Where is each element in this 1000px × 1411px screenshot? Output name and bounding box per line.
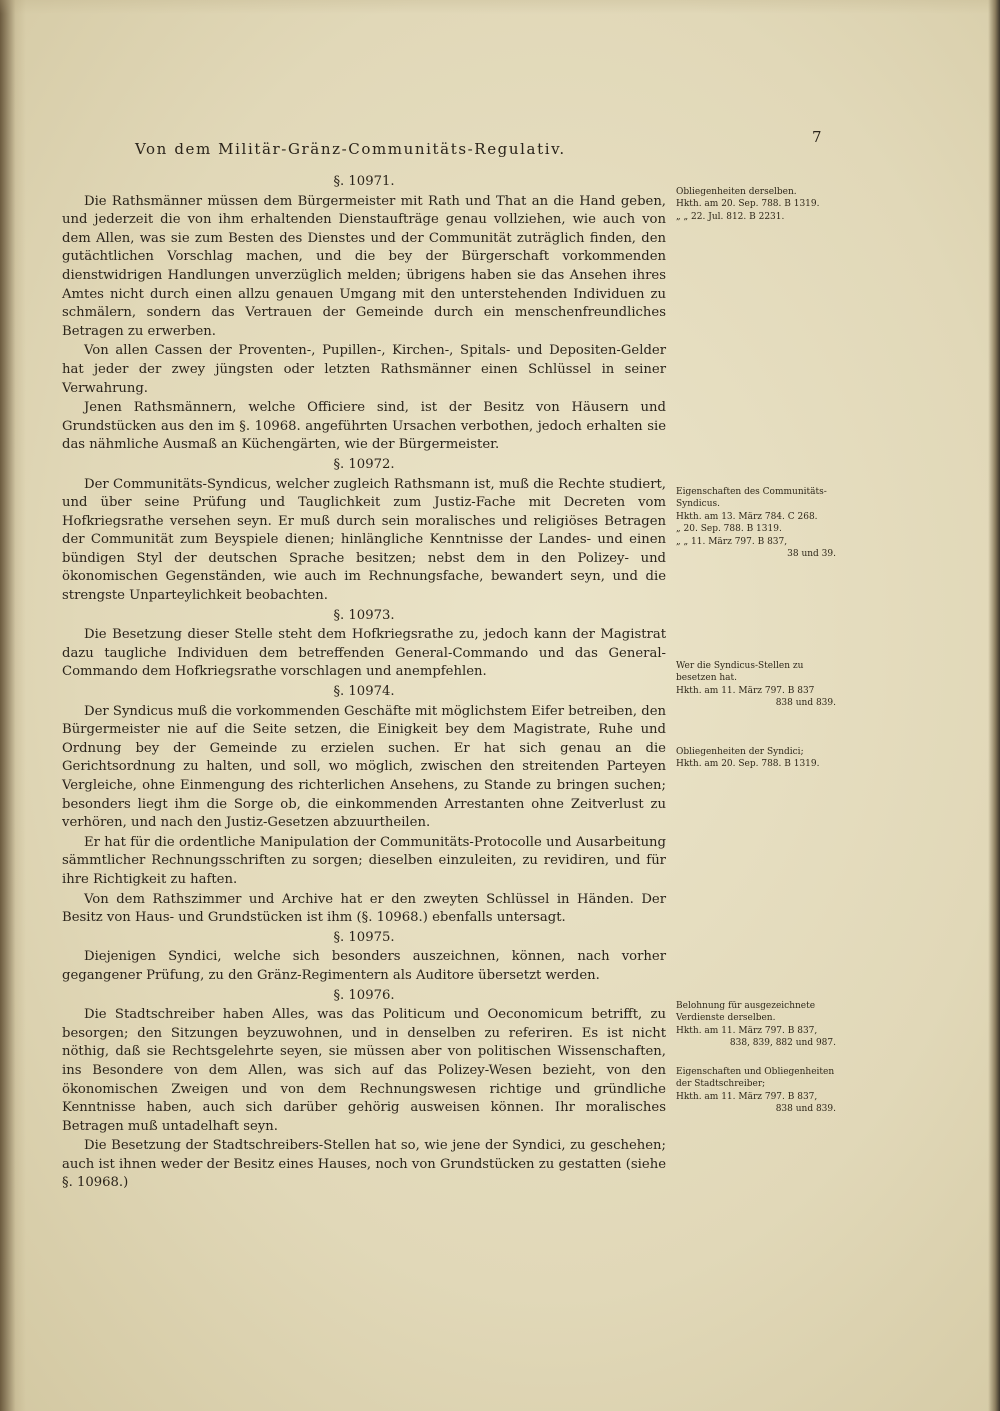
note-title: Obliegenheiten derselben. (676, 187, 797, 197)
paragraph: Diejenigen Syndici, welche sich besonders auszeichnen, können, nach vorher gegangener Prüfung, zu den Gränz-Regimentern als Auditore übersetzt werden. (62, 949, 666, 983)
note-reference: 838 und 839. (775, 698, 836, 709)
note-reference: Hkth. am 11. März 797. B 837, (676, 1025, 818, 1036)
section-10973 (62, 607, 666, 682)
section-10976 (62, 987, 666, 1194)
section-number: §. 10976. (333, 987, 395, 1003)
paragraph: Von dem Rathszimmer und Archive hat er den zweyten Schlüssel in Händen. Der Besitz von Haus- und Grundstücken ist ihm (§. 10968.) ebenfalls untersagt. (62, 891, 666, 926)
note-reference: Hkth. am 20. Sep. 788. B 1319. (676, 759, 820, 770)
section-number: §. 10975. (333, 929, 395, 945)
running-header: Von dem Militär-Gränz-Communitäts-Regulativ. (135, 140, 566, 158)
marginal-note-besetzung (676, 660, 836, 710)
note-title: Belohnung für ausgezeichnete Verdienste derselben. (676, 1001, 816, 1024)
marginal-note-syndicus (676, 486, 836, 560)
note-reference: 38 und 39. (787, 549, 836, 560)
section-10975 (62, 929, 666, 986)
note-reference: „ 20. Sep. 788. B 1319. (676, 524, 782, 535)
page-right-edge (988, 0, 1000, 1411)
paragraph: Der Syndicus muß die vorkommenden Geschäfte mit möglichstem Eifer betreiben, den Bürgermeister nie auf die Seite setzen, die Einigkeit bey dem Magistrate, Ruhe und Ordnung bey der Gemeinde zu erzielen suchen. Er hat sich genau an die Gerichtsordnung zu halten, und soll, wo möglich, zwischen den streitenden Parteyen Vergleiche, ohne Einmengung des richterlichen Ansehens, zu Stande zu bringen suchen; besonders liegt ihm die Sorge ob, die einkommenden Arrestanten ohne Zeitverlust zu verhören, und nach den Justiz-Gesetzen abzuurtheilen. (62, 703, 666, 831)
note-title: Eigenschaften des Communitäts-Syndicus. (676, 487, 827, 510)
marginal-note-syndici (676, 746, 836, 771)
section-10974 (62, 683, 666, 928)
note-reference: 838 und 839. (775, 1104, 836, 1115)
note-reference: 838, 839, 882 und 987. (729, 1038, 836, 1049)
note-reference: „ „ 11. März 797. B 837, (676, 536, 788, 547)
paragraph: Die Besetzung dieser Stelle steht dem Hofkriegsrathe zu, jedoch kann der Magistrat dazu taugliche Individuen dem betreffenden General-Commando und das General-Commando dem Hofkriegsrathe vorschlagen und anempfehlen. (62, 627, 666, 680)
page-top-shade (0, 0, 1000, 14)
note-reference: Hkth. am 20. Sep. 788. B 1319. (676, 199, 820, 210)
marginal-note-obliegenheiten (676, 186, 836, 223)
section-number: §. 10973. (333, 607, 395, 623)
marginal-note-belohnung (676, 1000, 836, 1050)
note-title: Eigenschaften und Obliegenheiten der Stadtschreiber; (676, 1067, 835, 1090)
note-reference: Hkth. am 11. März 797. B 837 (676, 685, 815, 696)
main-text (62, 172, 666, 1194)
page-number: 7 (812, 128, 822, 146)
note-reference: Hkth. am 11. März 797. B 837, (676, 1091, 818, 1102)
section-number: §. 10974. (333, 684, 395, 700)
paragraph: Die Rathsmänner müssen dem Bürgermeister mit Rath und That an die Hand geben, und jederzeit die von ihm erhaltenden Dienstaufträge genau vollziehen, wie auch von dem Allen, was sie zum Besten des Dienstes und der Communität zuträglich finden, den gutächtlichen Vorschlag machen, und die bey der Bürgerschaft vorkommenden dienstwidrigen Handlungen unverzüglich melden; übrigens haben sie das Ansehen ihres Amtes nicht durch einen allzu genauen Umgang mit den unterstehenden Individuen zu schmälern, sondern das Vertrauen der Gemeinde durch ein menschenfreundliches Betragen zu erwerben. (62, 193, 666, 339)
paragraph: Der Communitäts-Syndicus, welcher zugleich Rathsmann ist, muß die Rechte studiert, und über seine Prüfung und Tauglichkeit zum Justiz-Fache mit Decreten vom Hofkriegsrathe versehen seyn. Er muß durch sein moralisches und religiöses Betragen der Communität zum Beyspiele dienen; hinlängliche Kenntnisse der Landes- und einen bündigen Styl der deutschen Sprache besitzen; nebst dem in den Polizey- und ökonomischen Gegenständen, wie auch im Rechnungsfache, bewandert seyn, und die strengste Unparteylichkeit beobachten. (62, 476, 666, 604)
section-10971 (62, 173, 666, 455)
note-title: Obliegenheiten der Syndici; (676, 747, 804, 757)
section-number: §. 10971. (333, 174, 395, 189)
page-binding-shadow (0, 0, 26, 1411)
section-number: §. 10972. (333, 456, 395, 472)
note-reference: „ „ 22. Jul. 812. B 2231. (676, 211, 785, 222)
paragraph: Die Besetzung der Stadtschreibers-Stellen hat so, wie jene der Syndici, zu geschehen; auch ist ihnen weder der Besitz eines Hauses, noch von Grundstücken zu gestatten (siehe §. 10968.) (62, 1138, 666, 1191)
section-10972 (62, 456, 666, 606)
marginal-note-stadtschreiber (676, 1066, 836, 1116)
note-title: Wer die Syndicus-Stellen zu besetzen hat. (676, 661, 804, 684)
paragraph: Jenen Rathsmännern, welche Officiere sind, ist der Besitz von Häusern und Grundstücken aus den im §. 10968. angeführten Ursachen verbothen, jedoch erhalten sie das nähmliche Ausmaß an Küchengärten, wie der Bürgermeister. (62, 400, 666, 453)
note-reference: Hkth. am 13. März 784. C 268. (676, 511, 818, 522)
paragraph: Die Stadtschreiber haben Alles, was das Politicum und Oeconomicum betrifft, zu besorgen; den Sitzungen beyzuwohnen, und in denselben zu referiren. Es ist nicht nöthig, daß sie Rechtsgelehrte seyen, sie müssen aber von politischen Wissenschaften, ins Besondere von dem Allen, was sich auf das Polizey-Wesen bezieht, von den ökonomischen Zweigen und von dem Rechnungswesen richtige und gründliche Kenntnisse haben, auch sich darüber gehörig ausweisen können. Ihr moralisches Betragen muß untadelhaft seyn. (62, 1007, 666, 1134)
paragraph: Von allen Cassen der Proventen-, Pupillen-, Kirchen-, Spitals- und Depositen-Gelder hat jeder der zwey jüngsten oder letzten Rathsmänner einen Schlüssel in seiner Verwahrung. (62, 343, 666, 396)
paragraph: Er hat für die ordentliche Manipulation der Communitäts-Protocolle und Ausarbeitung sämmtlicher Rechnungsschriften zu sorgen; dieselben einzuleiten, zu revidiren, und für ihre Richtigkeit zu haften. (62, 834, 666, 887)
